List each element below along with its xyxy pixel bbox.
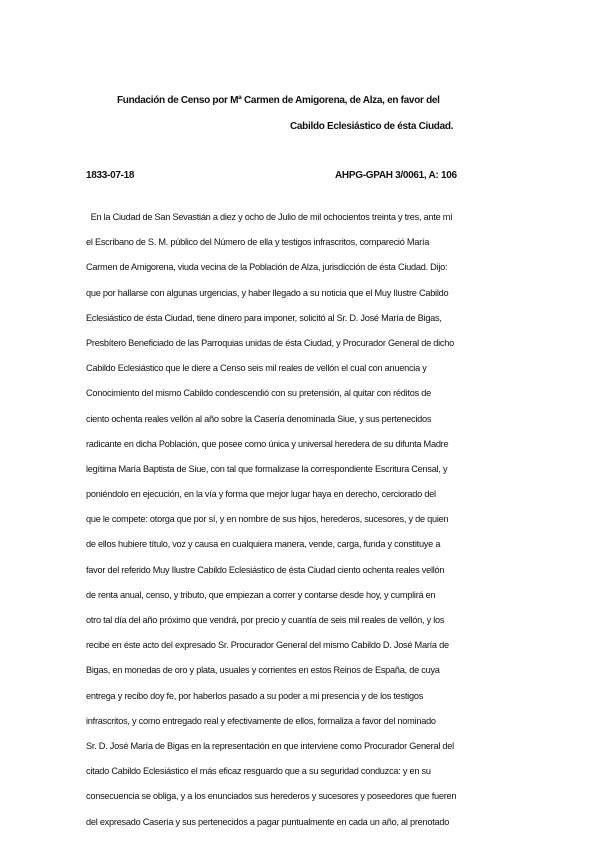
body-line: que le compete: otorga que por sí, y en nombre de sus hijos, herederos, sucesores, y de quien [86, 514, 449, 525]
body-line: ciento ochenta reales vellón al año sobre la Casería denominada Siue, y sus pertenecidos [86, 413, 432, 424]
body-line: radicante en dicha Población, que posee como única y universal heredera de su difunta Madre [86, 438, 449, 449]
document-title-line-2: Cabildo Eclesiástico de ésta Ciudad. [290, 121, 454, 132]
body-line: Eclesiástico de ésta Ciudad, tiene dinero para imponer, solicitó al Sr. D. José María de Bigas, [86, 312, 442, 323]
body-line: Presbítero Beneficiado de las Parroquias unidas de ésta Ciudad, y Procurador General de dicho [86, 337, 454, 348]
body-line: del expresado Casería y sus pertenecidos a pagar puntualmente en cada un año, al prenotado [86, 816, 450, 827]
archive-reference: AHPG-GPAH 3/0061, A: 106 [335, 170, 457, 181]
body-line: otro tal día del año próximo que vendrá, por precio y cuantía de seis mil reales de vellón, y los [86, 615, 445, 625]
document-title-line-1: Fundación de Censo por Mª Carmen de Amigorena, de Alza, en favor del [117, 95, 440, 106]
body-line: el Escribano de S. M. público del Número de ella y testigos infrascritos, compareció María [86, 237, 430, 248]
body-line: entrega y recibo doy fe, por haberlos pasado a su poder a mi presencia y de los testigos [86, 690, 424, 701]
body-line: Sr. D. José María de Bigas en la representación en que interviene como Procurador General del [86, 740, 454, 751]
body-line: infrascritos, y como entregado real y efectivamente de ellos, formaliza a favor del nominado [86, 715, 436, 726]
body-line: Conocimiento del mismo Cabildo condescendió con su pretensión, al quitar con réditos de [86, 388, 431, 399]
body-line: En la Ciudad de San Sevastián a diez y ocho de Julio de mil ochocientos treinta y tres, ante mí [86, 212, 453, 222]
body-line: de ellos hubiere título, voz y causa en cualquiera manera, vende, carga, funda y constituye a [86, 539, 441, 550]
body-line: que por hallarse con algunas urgencias, y haber llegado a su noticia que el Muy Ilustre Cabildo [86, 287, 449, 298]
body-line: Bigas, en monedas de oro y plata, usuales y corrientes en estos Reinos de España, de cuya [86, 665, 440, 676]
body-line: poniéndolo en ejecución, en la vía y forma que mejor lugar haya en derecho, cerciorado del [86, 489, 436, 500]
body-line: citado Cabildo Eclesiástico el más eficaz resguardo que a su seguridad conduzca: y en su [86, 766, 431, 777]
body-line: de renta anual, censo, y tributo, que empiezan a correr y contarse desde hoy, y cumplirá en [86, 589, 436, 600]
body-line: Cabildo Eclesiástico que le diere a Censo seis mil reales de vellón el cual con anuencia y [86, 363, 427, 374]
body-line: legítima María Baptista de Siue, con tal que formalizase la correspondiente Escritura Censal, y [86, 463, 448, 474]
body-line: consecuencia se obliga, y a los enunciados sus herederos y sucesores y poseedores que fueren [86, 791, 457, 802]
body-line: favor del referido Muy Ilustre Cabildo Eclesiástico de ésta Ciudad ciento ochenta reales vellón [86, 564, 445, 575]
body-line: recibe en éste acto del expresado Sr. Procurador General del mismo Cabildo D. José María de [86, 640, 449, 651]
body-line: Carmen de Amigorena, viuda vecina de la Población de Alza, jurisdicción de ésta Ciudad. Dijo: [86, 262, 448, 273]
document-body [86, 210, 516, 840]
document-date: 1833-07-18 [86, 170, 135, 181]
